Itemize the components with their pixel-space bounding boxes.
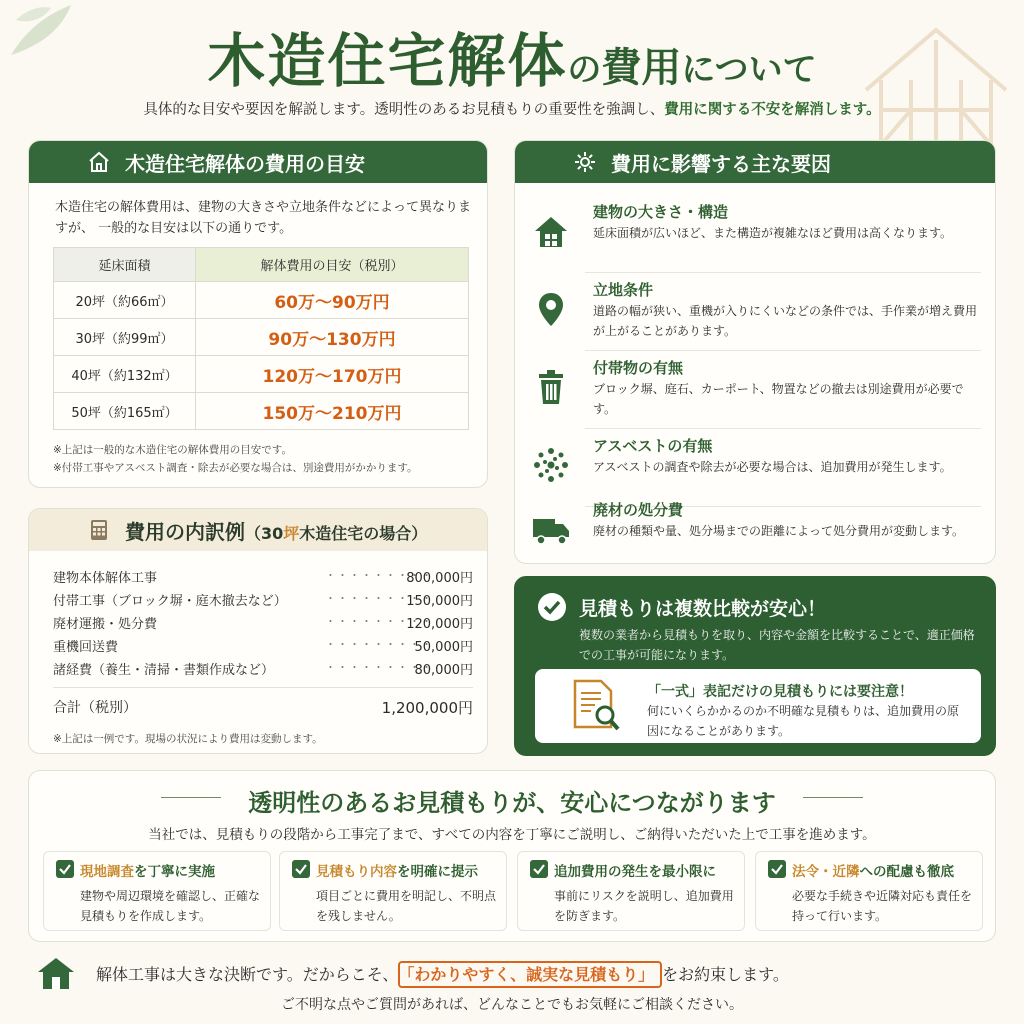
price-cell: 120万～170万円 bbox=[196, 356, 469, 393]
trash-icon bbox=[531, 367, 571, 407]
footer-contact-note: ご不明な点やご質問があれば、どんなことでもお気軽にご相談ください。 bbox=[281, 997, 743, 1013]
item-label: 諸経費（養生・清掃・書類作成など） bbox=[53, 663, 275, 678]
point-title bbox=[792, 860, 954, 880]
point-desc: 項目ごとに費用を明記し、不明点を残しません。 bbox=[316, 889, 497, 923]
factors-header bbox=[515, 141, 995, 183]
divider bbox=[585, 272, 981, 273]
check-box-icon bbox=[768, 860, 786, 878]
factor-title: 付帯物の有無 bbox=[593, 359, 684, 377]
house-icon bbox=[36, 956, 76, 990]
divider bbox=[585, 350, 981, 351]
breakdown-title bbox=[125, 516, 427, 545]
cost-guide-notes bbox=[53, 441, 418, 477]
divider bbox=[53, 687, 473, 688]
check-box-icon bbox=[56, 860, 74, 878]
item-dots: ・・・・・・・・・ bbox=[325, 661, 433, 674]
factor-title: 廃材の処分費 bbox=[593, 501, 684, 519]
item-amount: 800,000円 bbox=[406, 571, 473, 586]
page-subtitle bbox=[0, 98, 1024, 119]
check-box-icon bbox=[530, 860, 548, 878]
subtitle-text: 具体的な目安や要因を解説します。透明性のあるお見積もりの重要性を強調し、 bbox=[143, 102, 665, 118]
cost-guide-intro: 木造住宅の解体費用は、建物の大きさや立地条件などによって異なりますが、 一般的な目安は以下の通りです。 bbox=[55, 200, 472, 236]
point-title-accent: 見積もり内容 bbox=[316, 864, 397, 880]
divider bbox=[585, 428, 981, 429]
warning-desc: 何にいくらかかるのか不明確な見積もりは、追加費用の原因になることがあります。 bbox=[647, 704, 960, 738]
list-item bbox=[53, 657, 473, 680]
breakdown-title-accent: 坪 bbox=[283, 523, 300, 543]
item-label: 廃材運搬・処分費 bbox=[53, 617, 158, 632]
breakdown-note: ※上記は一例です。現場の状況により費用は変動します。 bbox=[53, 733, 323, 745]
item-dots: ・・・・・・・・・ bbox=[325, 592, 433, 605]
factor-desc: ブロック塀、庭石、カーポート、物置などの撤去は別途費用が必要です。 bbox=[593, 382, 964, 416]
note-line: ※上記は一般的な木造住宅の解体費用の目安です。 bbox=[53, 444, 292, 456]
point-title-rest: への配慮も徹底 bbox=[859, 864, 954, 880]
factor-item-attachments bbox=[515, 353, 996, 429]
truck-icon bbox=[531, 509, 571, 549]
factors-title: 費用に影響する主な要因 bbox=[611, 151, 831, 176]
house-icon bbox=[531, 211, 571, 251]
total-amount: 1,200,000円 bbox=[381, 699, 473, 717]
item-label: 建物本体解体工事 bbox=[53, 571, 158, 586]
factor-title: 建物の大きさ・構造 bbox=[593, 203, 729, 221]
warning-title: 「一式」表記だけの見積もりには要注意！ bbox=[647, 684, 913, 700]
check-box-icon bbox=[292, 860, 310, 878]
title-part4: について bbox=[681, 50, 817, 90]
title-part1: 木造住宅解体 bbox=[207, 27, 568, 95]
footer-post: をお約束します。 bbox=[662, 965, 789, 984]
note-line: ※付帯工事やアスベスト調査・除去が必要な場合は、別途費用がかかります。 bbox=[53, 462, 418, 474]
point-card-survey bbox=[43, 851, 271, 931]
factor-desc: アスベストの調査や除去が必要な場合は、追加費用が発生します。 bbox=[593, 460, 952, 474]
point-card-extra-cost bbox=[517, 851, 745, 931]
breakdown-card bbox=[28, 508, 488, 754]
location-pin-icon bbox=[531, 289, 571, 329]
factor-desc: 道路の幅が狭い、重機が入りにくいなどの条件では、手作業が増え費用が上がることがあります。 bbox=[593, 304, 978, 338]
point-card-estimate bbox=[279, 851, 507, 931]
point-title-accent: 追加費用の発生 bbox=[554, 864, 649, 880]
area-cell: 30坪（約99㎡） bbox=[54, 319, 196, 356]
subtitle-highlight: 費用に関する不安を解消します。 bbox=[664, 102, 881, 118]
factor-desc: 延床面積が広いほど、また構造が複雑なほど費用は高くなります。 bbox=[593, 226, 953, 240]
item-amount: 80,000円 bbox=[414, 663, 473, 678]
item-dots: ・・・・・・・・・ bbox=[325, 615, 433, 628]
calculator-icon bbox=[87, 518, 111, 542]
factor-item-structure bbox=[515, 197, 996, 273]
item-amount: 120,000円 bbox=[406, 617, 473, 632]
breakdown-title-main: 費用の内訳例 bbox=[125, 519, 245, 544]
point-desc: 必要な手続きや近隣対応も責任を持って行います。 bbox=[792, 889, 973, 923]
cost-guide-title: 木造住宅解体の費用の目安 bbox=[125, 151, 365, 176]
point-title-rest: を最小限に bbox=[648, 864, 716, 880]
breakdown-header bbox=[29, 509, 487, 551]
item-dots: ・・・・・・・・・ bbox=[325, 569, 433, 582]
point-card-compliance bbox=[755, 851, 983, 931]
compare-desc: 複数の業者から見積もりを取り、内容や金額を比較することで、適正価格での工事が可能になります。 bbox=[579, 628, 975, 662]
area-cell: 40坪（約132㎡） bbox=[54, 356, 196, 393]
factor-item-location bbox=[515, 275, 996, 351]
table-row bbox=[54, 393, 469, 430]
title-part2: の bbox=[567, 50, 602, 90]
list-item bbox=[53, 611, 473, 634]
point-title bbox=[316, 860, 478, 880]
point-title-accent: 法令・近隣 bbox=[792, 864, 860, 880]
gear-icon bbox=[573, 150, 597, 174]
col-header-price: 解体費用の目安（税別） bbox=[196, 248, 469, 282]
page-title bbox=[0, 14, 1024, 98]
item-dots: ・・・・・・・・・ bbox=[325, 638, 433, 651]
point-title-accent: 現地調査 bbox=[80, 864, 134, 880]
item-amount: 50,000円 bbox=[414, 640, 473, 655]
price-cell: 90万～130万円 bbox=[196, 319, 469, 356]
total-label: 合計（税別） bbox=[53, 700, 137, 716]
point-desc: 事前にリスクを説明し、追加費用を防ぎます。 bbox=[554, 889, 734, 923]
transparency-desc: 当社では、見積もりの段階から工事完了まで、すべての内容を丁寧にご説明し、ご納得いただいた上で工事を進めます。 bbox=[148, 827, 876, 843]
table-row bbox=[54, 356, 469, 393]
transparency-title: 透明性のあるお見積もりが、安心につながります bbox=[248, 789, 776, 817]
warning-box bbox=[535, 669, 981, 743]
footer-message bbox=[96, 962, 789, 985]
area-cell: 50坪（約165㎡） bbox=[54, 393, 196, 430]
factor-title: アスベストの有無 bbox=[593, 437, 713, 455]
col-header-area: 延床面積 bbox=[54, 248, 196, 282]
factors-card bbox=[514, 140, 996, 564]
point-title bbox=[80, 860, 215, 880]
area-cell: 20坪（約66㎡） bbox=[54, 282, 196, 319]
point-desc: 建物や周辺環境を確認し、正確な見積もりを作成します。 bbox=[80, 889, 261, 923]
factor-item-disposal bbox=[515, 495, 996, 564]
price-cell: 60万～90万円 bbox=[196, 282, 469, 319]
table-row bbox=[54, 319, 469, 356]
compare-title: 見積もりは複数比較が安心！ bbox=[579, 598, 827, 620]
price-cell: 150万～210万円 bbox=[196, 393, 469, 430]
footer-highlight-box: 「わかりやすく、誠実な見積もり」 bbox=[398, 961, 662, 988]
factor-desc: 廃材の種類や量、処分場までの距離によって処分費用が変動します。 bbox=[593, 524, 965, 538]
asbestos-dots-icon bbox=[531, 445, 571, 485]
house-outline-icon bbox=[87, 150, 111, 174]
table-row bbox=[54, 282, 469, 319]
point-title-rest: を明確に提示 bbox=[397, 864, 478, 880]
item-label: 付帯工事（ブロック塀・庭木撤去など） bbox=[53, 594, 287, 609]
cost-table bbox=[53, 247, 469, 430]
check-circle-icon bbox=[537, 592, 567, 622]
breakdown-title-paren-open: （30 bbox=[245, 523, 284, 543]
breakdown-title-paren-rest: 木造住宅の場合） bbox=[299, 523, 428, 543]
list-item bbox=[53, 588, 473, 611]
transparency-card bbox=[28, 770, 996, 942]
compare-card bbox=[514, 576, 996, 756]
cost-guide-card bbox=[28, 140, 488, 488]
list-item bbox=[53, 565, 473, 588]
point-title bbox=[554, 860, 716, 880]
document-search-icon bbox=[571, 679, 621, 733]
factor-title: 立地条件 bbox=[593, 281, 654, 299]
list-item bbox=[53, 634, 473, 657]
breakdown-list bbox=[53, 565, 473, 680]
item-label: 重機回送費 bbox=[53, 640, 119, 655]
item-amount: 150,000円 bbox=[406, 594, 473, 609]
footer-pre: 解体工事は大きな決断です。だからこそ、 bbox=[96, 965, 399, 984]
title-part3: 費用 bbox=[601, 45, 682, 91]
point-title-rest: を丁寧に実施 bbox=[134, 864, 215, 880]
cost-guide-header bbox=[29, 141, 487, 183]
total-row bbox=[53, 697, 473, 717]
